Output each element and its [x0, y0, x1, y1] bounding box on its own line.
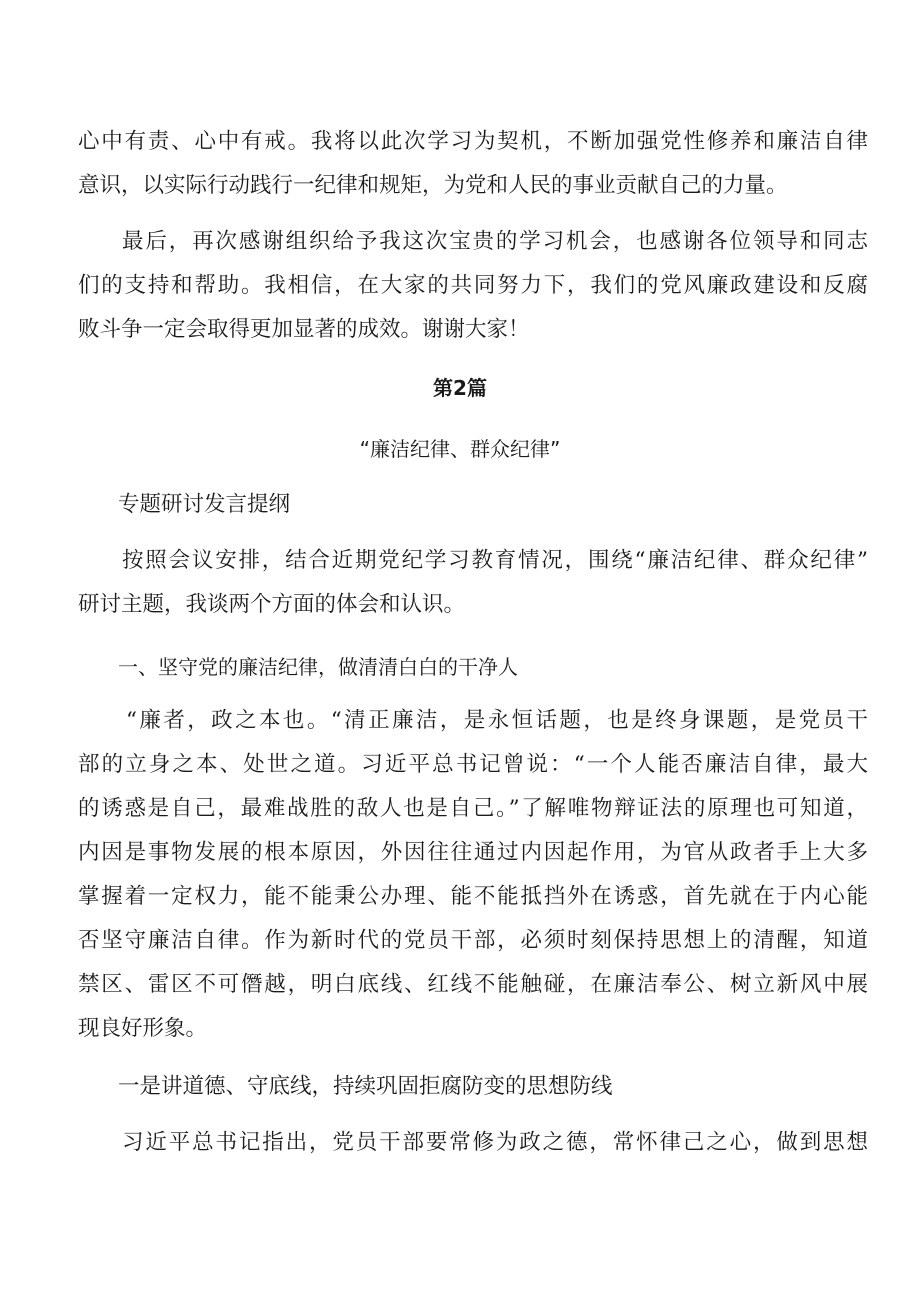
paragraph-line: 意识，以实际行动践行一纪律和规矩，为党和人民的事业贡献自己的力量。	[78, 173, 788, 198]
section-heading: 一、坚守党的廉洁纪律，做清清白白的干净人	[118, 655, 518, 679]
body-line: 内因是事物发展的根本原因，外因往往通过内因起作用，为官从政者手上大多	[78, 840, 868, 865]
paragraph-line: 心中有责、心中有戒。我将以此次学习为契机，不断加强党性修养和廉洁自律	[78, 129, 868, 154]
body-line: 否坚守廉洁自律。作为新时代的党员干部，必须时刻保持思想上的清醒，知道	[78, 928, 868, 953]
paragraph-line: 最后，再次感谢组织给予我这次宝贵的学习机会，也感谢各位领导和同志	[122, 229, 868, 254]
body-line: 部的立身之本、处世之道。习近平总书记曾说：“一个人能否廉洁自律，最大	[78, 752, 868, 777]
body-line: 禁区、雷区不可僭越，明白底线、红线不能触碰，在廉洁奉公、树立新风中展	[78, 972, 868, 997]
paragraph-line: 们的支持和帮助。我相信，在大家的共同努力下，我们的党风廉政建设和反腐	[78, 273, 868, 298]
intro-line: 研讨主题，我谈两个方面的体会和认识。	[78, 592, 466, 617]
body-line: 掌握着一定权力，能不能秉公办理、能不能抵挡外在诱惑，首先就在于内心能	[78, 884, 868, 909]
body-line: 现良好形象。	[78, 1016, 208, 1041]
body-line: “廉者，政之本也。“清正廉洁，是永恒话题，也是终身课题，是党员干	[126, 708, 868, 733]
chapter-title: 第2篇	[433, 376, 487, 400]
intro-line: 按照会议安排，结合近期党纪学习教育情况，围绕“廉洁纪律、群众纪律”	[122, 548, 868, 573]
body-line: 的诱惑是自己，最难战胜的敌人也是自己。”了解唯物辩证法的原理也可知道，	[78, 796, 868, 821]
document-subtitle: “廉洁纪律、群众纪律”	[359, 437, 561, 461]
body-line: 习近平总书记指出，党员干部要常修为政之德，常怀律己之心，做到思想	[122, 1130, 868, 1155]
topic-label: 专题研讨发言提纲	[118, 492, 291, 517]
point-heading: 一是讲道德、守底线，持续巩固拒腐防变的思想防线	[118, 1074, 613, 1099]
paragraph-line: 败斗争一定会取得更加显著的成效。谢谢大家！	[78, 317, 530, 342]
